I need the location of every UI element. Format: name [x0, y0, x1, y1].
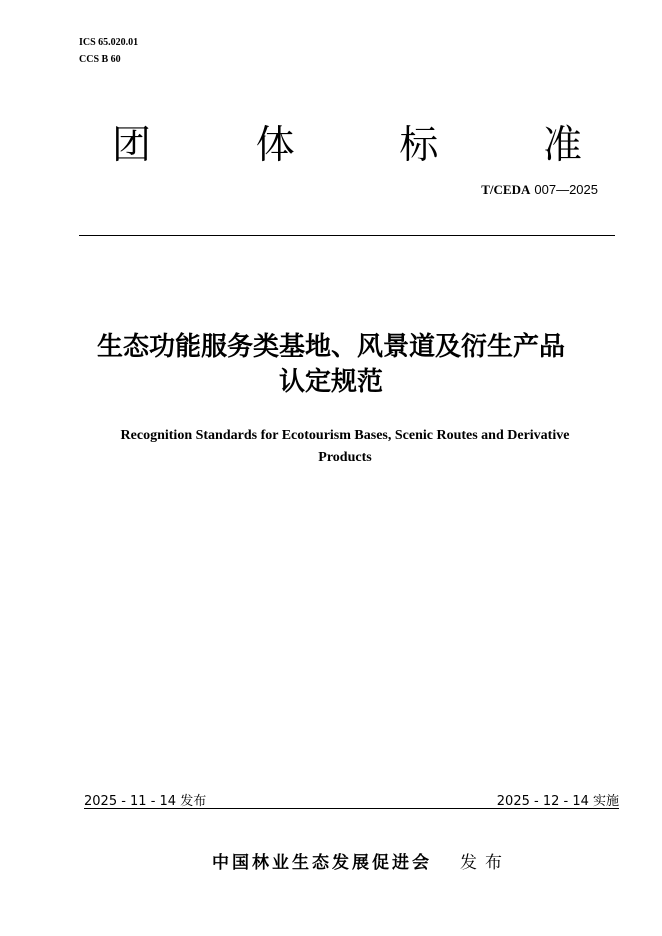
english-title-line-2: Products [318, 450, 372, 465]
standard-type-char: 标 [399, 123, 439, 168]
english-title-line-1: Recognition Standards for Ecotourism Bases, Scenic Routes and Derivative [120, 428, 570, 443]
standard-type-heading [112, 122, 582, 170]
standard-type-char: 准 [542, 123, 582, 168]
ccs-code: CCS B 60 [79, 54, 121, 65]
classification-codes [79, 34, 138, 68]
issuing-organization: 中国林业生态发展促进会 [212, 853, 432, 873]
issuer-line [212, 852, 510, 874]
issue-action: 发布 [460, 853, 510, 873]
chinese-title [40, 330, 622, 400]
ics-code: ICS 65.020.01 [79, 37, 139, 48]
standard-type-char: 团 [112, 123, 152, 168]
standard-code-prefix: T/CEDA [481, 182, 531, 197]
english-title [80, 425, 610, 469]
date-divider [84, 808, 619, 809]
chinese-title-line-1: 生态功能服务类基地、风景道及衍生产品 [96, 332, 565, 362]
implementation-date: 2025 - 12 - 14 实施 [496, 794, 619, 809]
standard-type-char: 体 [255, 123, 295, 168]
header-divider [79, 235, 615, 236]
standard-code [481, 181, 598, 200]
publish-date: 2025 - 11 - 14 发布 [84, 794, 207, 809]
standard-code-number: 007—2025 [534, 182, 598, 197]
chinese-title-line-2: 认定规范 [278, 367, 383, 397]
